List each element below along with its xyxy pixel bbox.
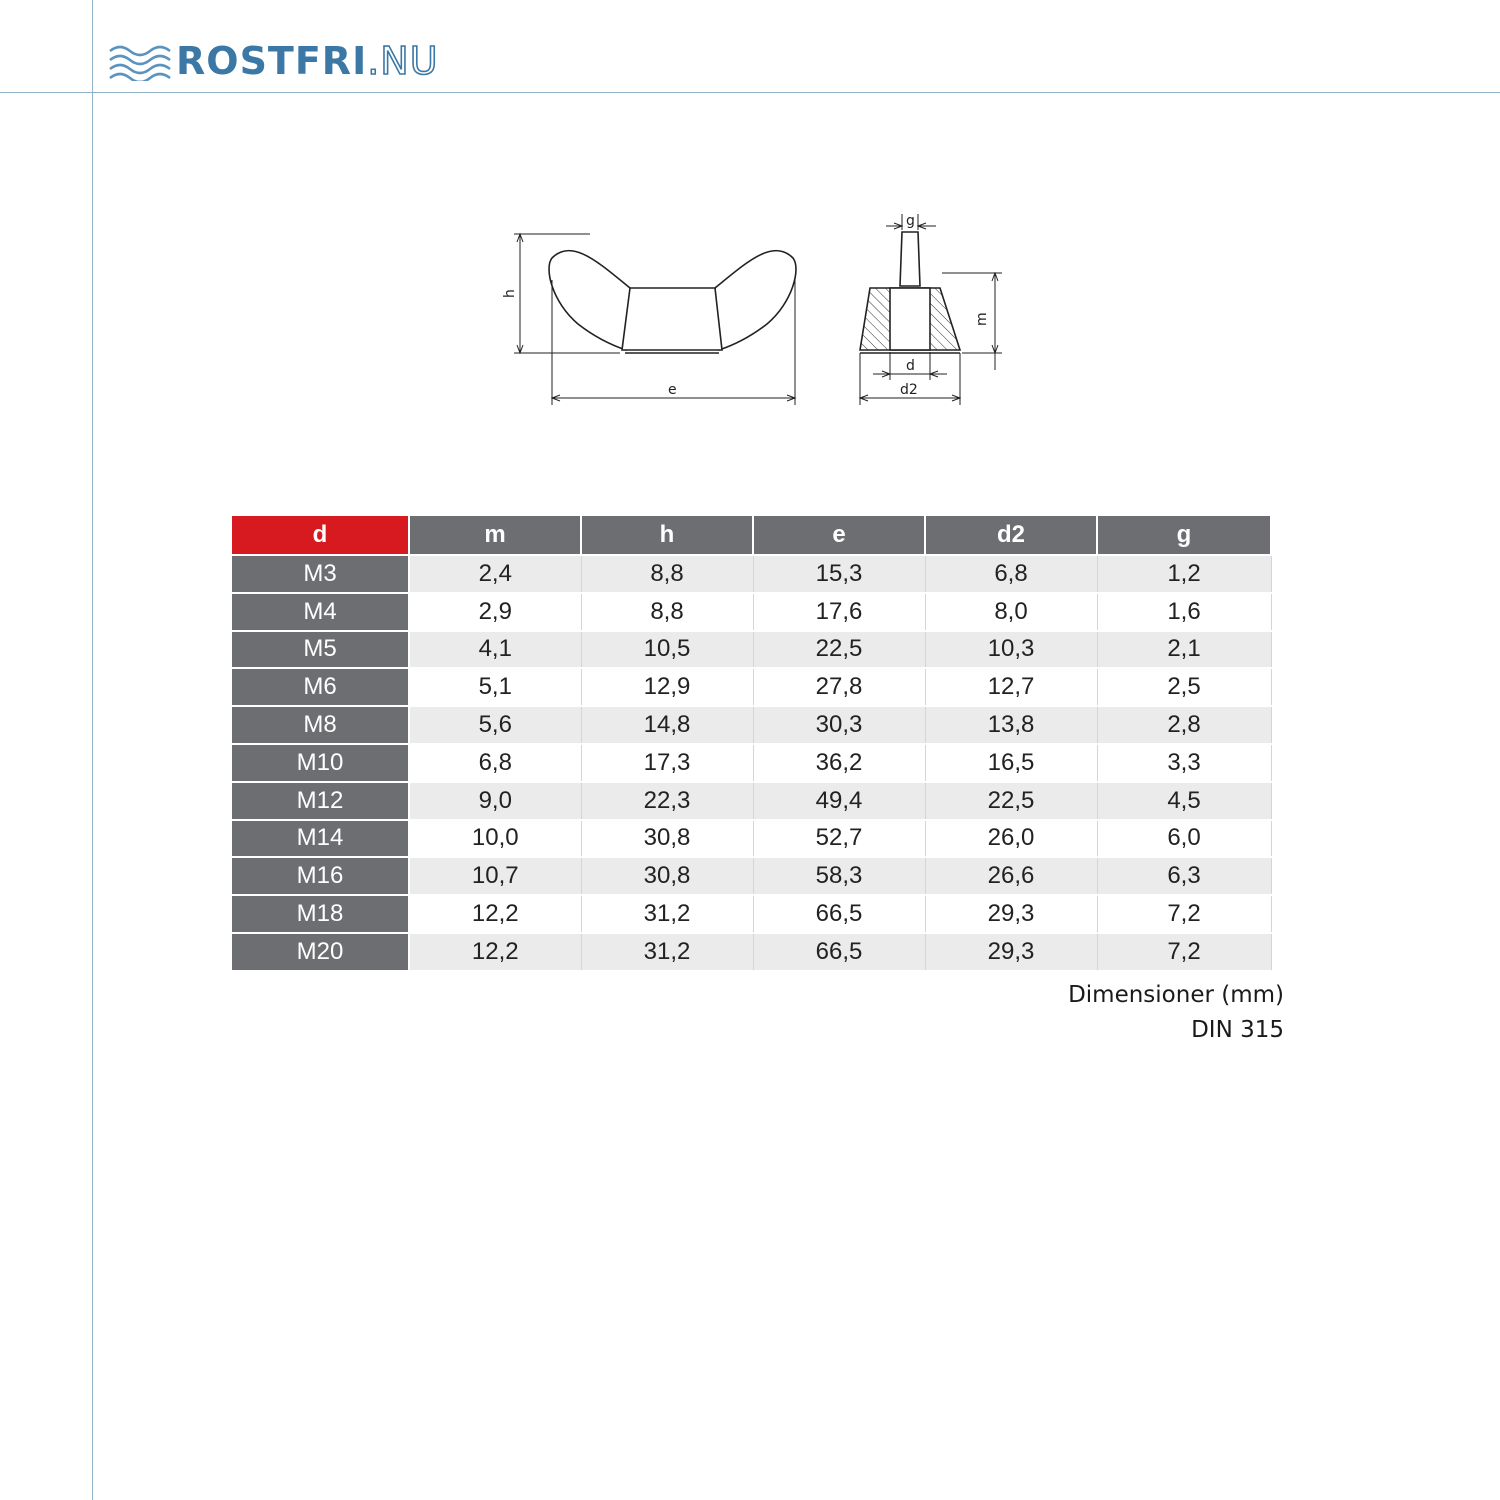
value-cell-d2: 13,8 <box>925 706 1097 744</box>
value-cell-h: 30,8 <box>581 857 753 895</box>
column-header-h: h <box>581 515 753 555</box>
value-cell-m: 5,6 <box>409 706 581 744</box>
dim-label-d: d <box>906 358 915 374</box>
value-cell-g: 6,0 <box>1097 820 1271 858</box>
value-cell-d2: 26,6 <box>925 857 1097 895</box>
front-view <box>549 251 796 353</box>
table-row <box>231 744 1271 782</box>
value-cell-m: 6,8 <box>409 744 581 782</box>
standard-note: DIN 315 <box>1191 1017 1284 1043</box>
table-row <box>231 933 1271 971</box>
column-header-e: e <box>753 515 925 555</box>
value-cell-d2: 29,3 <box>925 933 1097 971</box>
value-cell-e: 15,3 <box>753 555 925 593</box>
size-cell: M5 <box>231 631 409 669</box>
value-cell-d2: 22,5 <box>925 782 1097 820</box>
value-cell-d2: 10,3 <box>925 631 1097 669</box>
column-header-g: g <box>1097 515 1271 555</box>
size-cell: M10 <box>231 744 409 782</box>
size-cell: M4 <box>231 593 409 631</box>
value-cell-m: 10,0 <box>409 820 581 858</box>
value-cell-h: 30,8 <box>581 820 753 858</box>
value-cell-h: 10,5 <box>581 631 753 669</box>
value-cell-m: 5,1 <box>409 668 581 706</box>
value-cell-g: 3,3 <box>1097 744 1271 782</box>
dim-label-m: m <box>974 312 990 326</box>
value-cell-h: 31,2 <box>581 933 753 971</box>
value-cell-e: 66,5 <box>753 895 925 933</box>
unit-note: Dimensioner (mm) <box>1068 982 1284 1008</box>
brand-name: ROSTFRI <box>176 39 368 83</box>
dim-label-d2: d2 <box>900 382 918 398</box>
value-cell-d2: 26,0 <box>925 820 1097 858</box>
value-cell-g: 2,1 <box>1097 631 1271 669</box>
table-row <box>231 631 1271 669</box>
value-cell-m: 12,2 <box>409 895 581 933</box>
size-cell: M6 <box>231 668 409 706</box>
brand-wordmark <box>176 39 439 83</box>
frame-vertical-line <box>92 0 93 1500</box>
value-cell-e: 30,3 <box>753 706 925 744</box>
value-cell-h: 8,8 <box>581 555 753 593</box>
value-cell-d2: 12,7 <box>925 668 1097 706</box>
value-cell-e: 17,6 <box>753 593 925 631</box>
size-cell: M14 <box>231 820 409 858</box>
value-cell-h: 14,8 <box>581 706 753 744</box>
value-cell-m: 4,1 <box>409 631 581 669</box>
value-cell-h: 17,3 <box>581 744 753 782</box>
column-header-m: m <box>409 515 581 555</box>
value-cell-d2: 29,3 <box>925 895 1097 933</box>
value-cell-d2: 6,8 <box>925 555 1097 593</box>
value-cell-d2: 16,5 <box>925 744 1097 782</box>
size-cell: M8 <box>231 706 409 744</box>
wing-nut-technical-drawing <box>490 200 1020 420</box>
value-cell-h: 31,2 <box>581 895 753 933</box>
dimension-table <box>230 514 1272 972</box>
brand-tld: .NU <box>367 39 439 83</box>
waves-icon <box>108 41 172 81</box>
value-cell-g: 1,6 <box>1097 593 1271 631</box>
value-cell-e: 49,4 <box>753 782 925 820</box>
dim-label-g: g <box>906 213 915 229</box>
table-row <box>231 857 1271 895</box>
size-cell: M16 <box>231 857 409 895</box>
table-body <box>231 555 1271 971</box>
value-cell-g: 7,2 <box>1097 895 1271 933</box>
value-cell-h: 12,9 <box>581 668 753 706</box>
value-cell-g: 2,8 <box>1097 706 1271 744</box>
value-cell-e: 27,8 <box>753 668 925 706</box>
size-cell: M20 <box>231 933 409 971</box>
table-row <box>231 593 1271 631</box>
value-cell-e: 66,5 <box>753 933 925 971</box>
table-header-row <box>231 515 1271 555</box>
value-cell-m: 10,7 <box>409 857 581 895</box>
value-cell-m: 12,2 <box>409 933 581 971</box>
value-cell-h: 8,8 <box>581 593 753 631</box>
table-row <box>231 668 1271 706</box>
value-cell-g: 2,5 <box>1097 668 1271 706</box>
size-cell: M18 <box>231 895 409 933</box>
table-row <box>231 706 1271 744</box>
table-row <box>231 555 1271 593</box>
brand-logo[interactable] <box>108 38 439 84</box>
dim-label-e: e <box>668 382 677 398</box>
value-cell-m: 2,9 <box>409 593 581 631</box>
value-cell-m: 9,0 <box>409 782 581 820</box>
table-row <box>231 895 1271 933</box>
value-cell-e: 58,3 <box>753 857 925 895</box>
size-cell: M12 <box>231 782 409 820</box>
value-cell-e: 52,7 <box>753 820 925 858</box>
side-view <box>860 232 960 353</box>
value-cell-d2: 8,0 <box>925 593 1097 631</box>
column-header-d2: d2 <box>925 515 1097 555</box>
value-cell-e: 22,5 <box>753 631 925 669</box>
value-cell-g: 6,3 <box>1097 857 1271 895</box>
value-cell-g: 4,5 <box>1097 782 1271 820</box>
table-row <box>231 782 1271 820</box>
value-cell-m: 2,4 <box>409 555 581 593</box>
value-cell-g: 7,2 <box>1097 933 1271 971</box>
value-cell-h: 22,3 <box>581 782 753 820</box>
frame-horizontal-line <box>0 92 1500 93</box>
column-header-d: d <box>231 515 409 555</box>
table-row <box>231 820 1271 858</box>
size-cell: M3 <box>231 555 409 593</box>
value-cell-e: 36,2 <box>753 744 925 782</box>
dim-label-h: h <box>502 289 518 298</box>
value-cell-g: 1,2 <box>1097 555 1271 593</box>
